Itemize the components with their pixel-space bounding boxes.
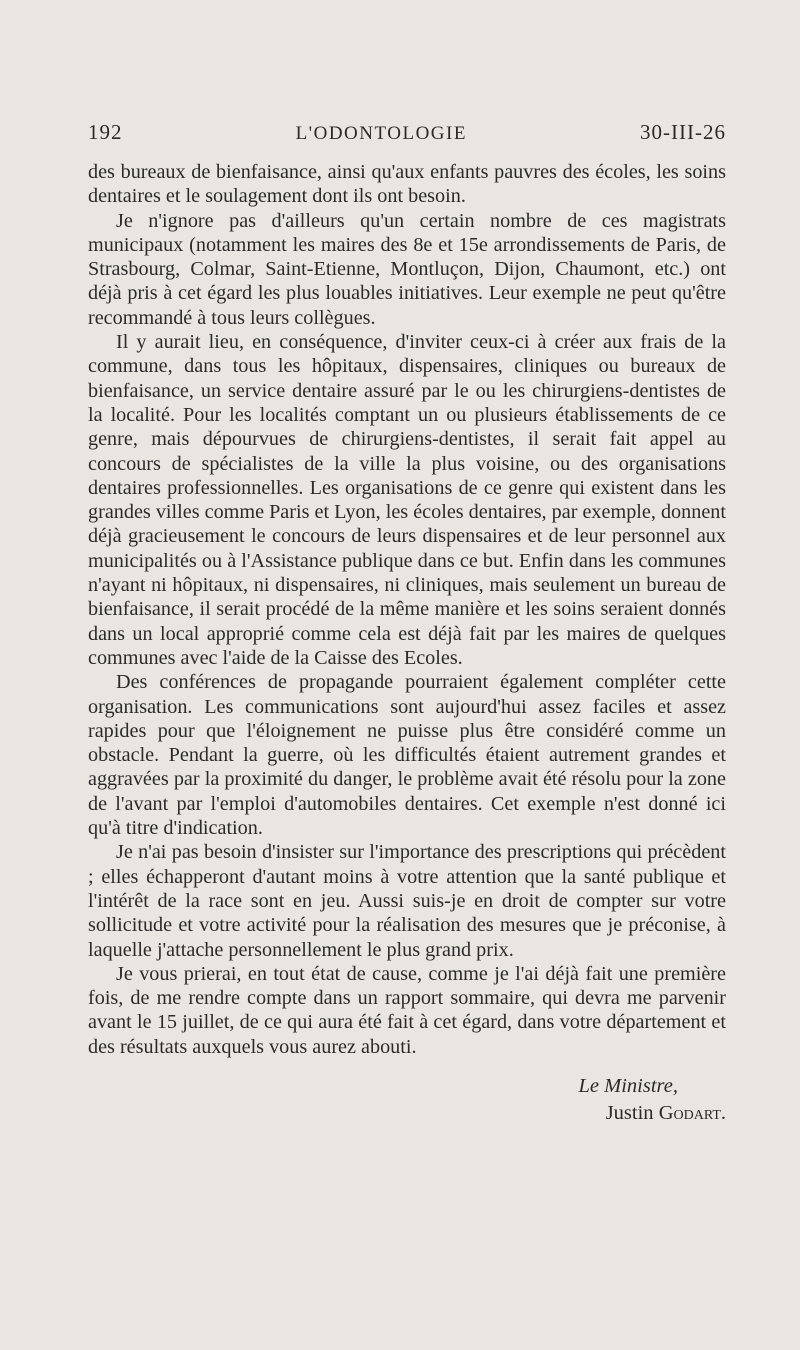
paragraph: Je vous prierai, en tout état de cause, comme je l'ai déjà fait une première fois, de me rendre compte dans un rapport sommaire, qui devra me parvenir avant le 15 juillet, de ce qui aura été fait à cet égard, dans votre département et des résultats auxquels vous aurez abouti.: [88, 962, 726, 1058]
signatory-name: [88, 1100, 726, 1127]
signature-block: [88, 1073, 726, 1127]
paragraph: des bureaux de bienfaisance, ainsi qu'aux enfants pauvres des écoles, les soins dentaires et le soulagement dont ils ont besoin.: [88, 161, 726, 208]
signatory-last-name: Godart.: [658, 1101, 726, 1124]
page-number: 192: [88, 120, 123, 144]
paragraph: Je n'ai pas besoin d'insister sur l'importance des prescriptions qui précèdent ; elles échapperont d'autant moins à votre attention que la santé publique et l'intérêt de la race sont en jeu. Aussi suis-je en droit de compter sur votre sollicitude et votre activité pour la réalisation des mesures que je préconise, à laquelle j'attache personnellement le plus grand prix.: [88, 841, 726, 961]
signatory-first-name: Justin: [605, 1101, 654, 1124]
running-header: [88, 120, 726, 150]
paragraph: Des conférences de propagande pourraient également compléter cette organisation. Les communications sont aujourd'hui assez faciles et assez rapides pour que l'éloignement ne puisse plus être considéré comme un obstacle. Pendant la guerre, où les difficultés étaient autrement grandes et aggravées par la proximité du danger, le problème avait été résolu pour la zone de l'avant par l'emploi d'automobiles dentaires. Cet exemple n'est donné ici qu'à titre d'indication.: [88, 671, 726, 840]
issue-date: 30-III-26: [640, 120, 726, 144]
paragraph: Il y aurait lieu, en conséquence, d'inviter ceux-ci à créer aux frais de la commune, dans tous les hôpitaux, dispensaires, cliniques ou bureaux de bienfaisance, un service dentaire assuré par le ou les chirurgiens-dentistes de la localité. Pour les localités comptant un ou plusieurs établissements de ce genre, mais dépourvues de chirurgiens-dentistes, il serait fait appel au concours de spécialistes de la ville la plus voisine, ou des organisations dentaires professionnelles. Les organisations de ce genre qui existent dans les grandes villes comme Paris et Lyon, les écoles dentaires, par exemple, donnent déjà gracieusement le concours de leurs dispensaires et de leur personnel aux municipalités ou à l'Assistance publique dans ce but. Enfin dans les communes n'ayant ni hôpitaux, ni dispensaires, ni cliniques, mais seulement un bureau de bienfaisance, il serait procédé de la même manière et les soins seraient donnés dans un local approprié comme cela est déjà fait par les maires de quelques communes avec l'aide de la Caisse des Ecoles.: [88, 331, 726, 669]
journal-title: L'ODONTOLOGIE: [295, 123, 467, 144]
paragraph: Je n'ignore pas d'ailleurs qu'un certain nombre de ces magistrats municipaux (notamment les maires des 8e et 15e arrondissements de Paris, de Strasbourg, Colmar, Saint-Etienne, Montluçon, Dijon, Chaumont, etc.) ont déjà pris à cet égard les plus louables initiatives. Leur exemple ne peut qu'être recommandé à tous leurs collègues.: [88, 209, 726, 329]
body-text: [88, 160, 726, 1059]
signatory-role: Le Ministre,: [578, 1074, 678, 1097]
